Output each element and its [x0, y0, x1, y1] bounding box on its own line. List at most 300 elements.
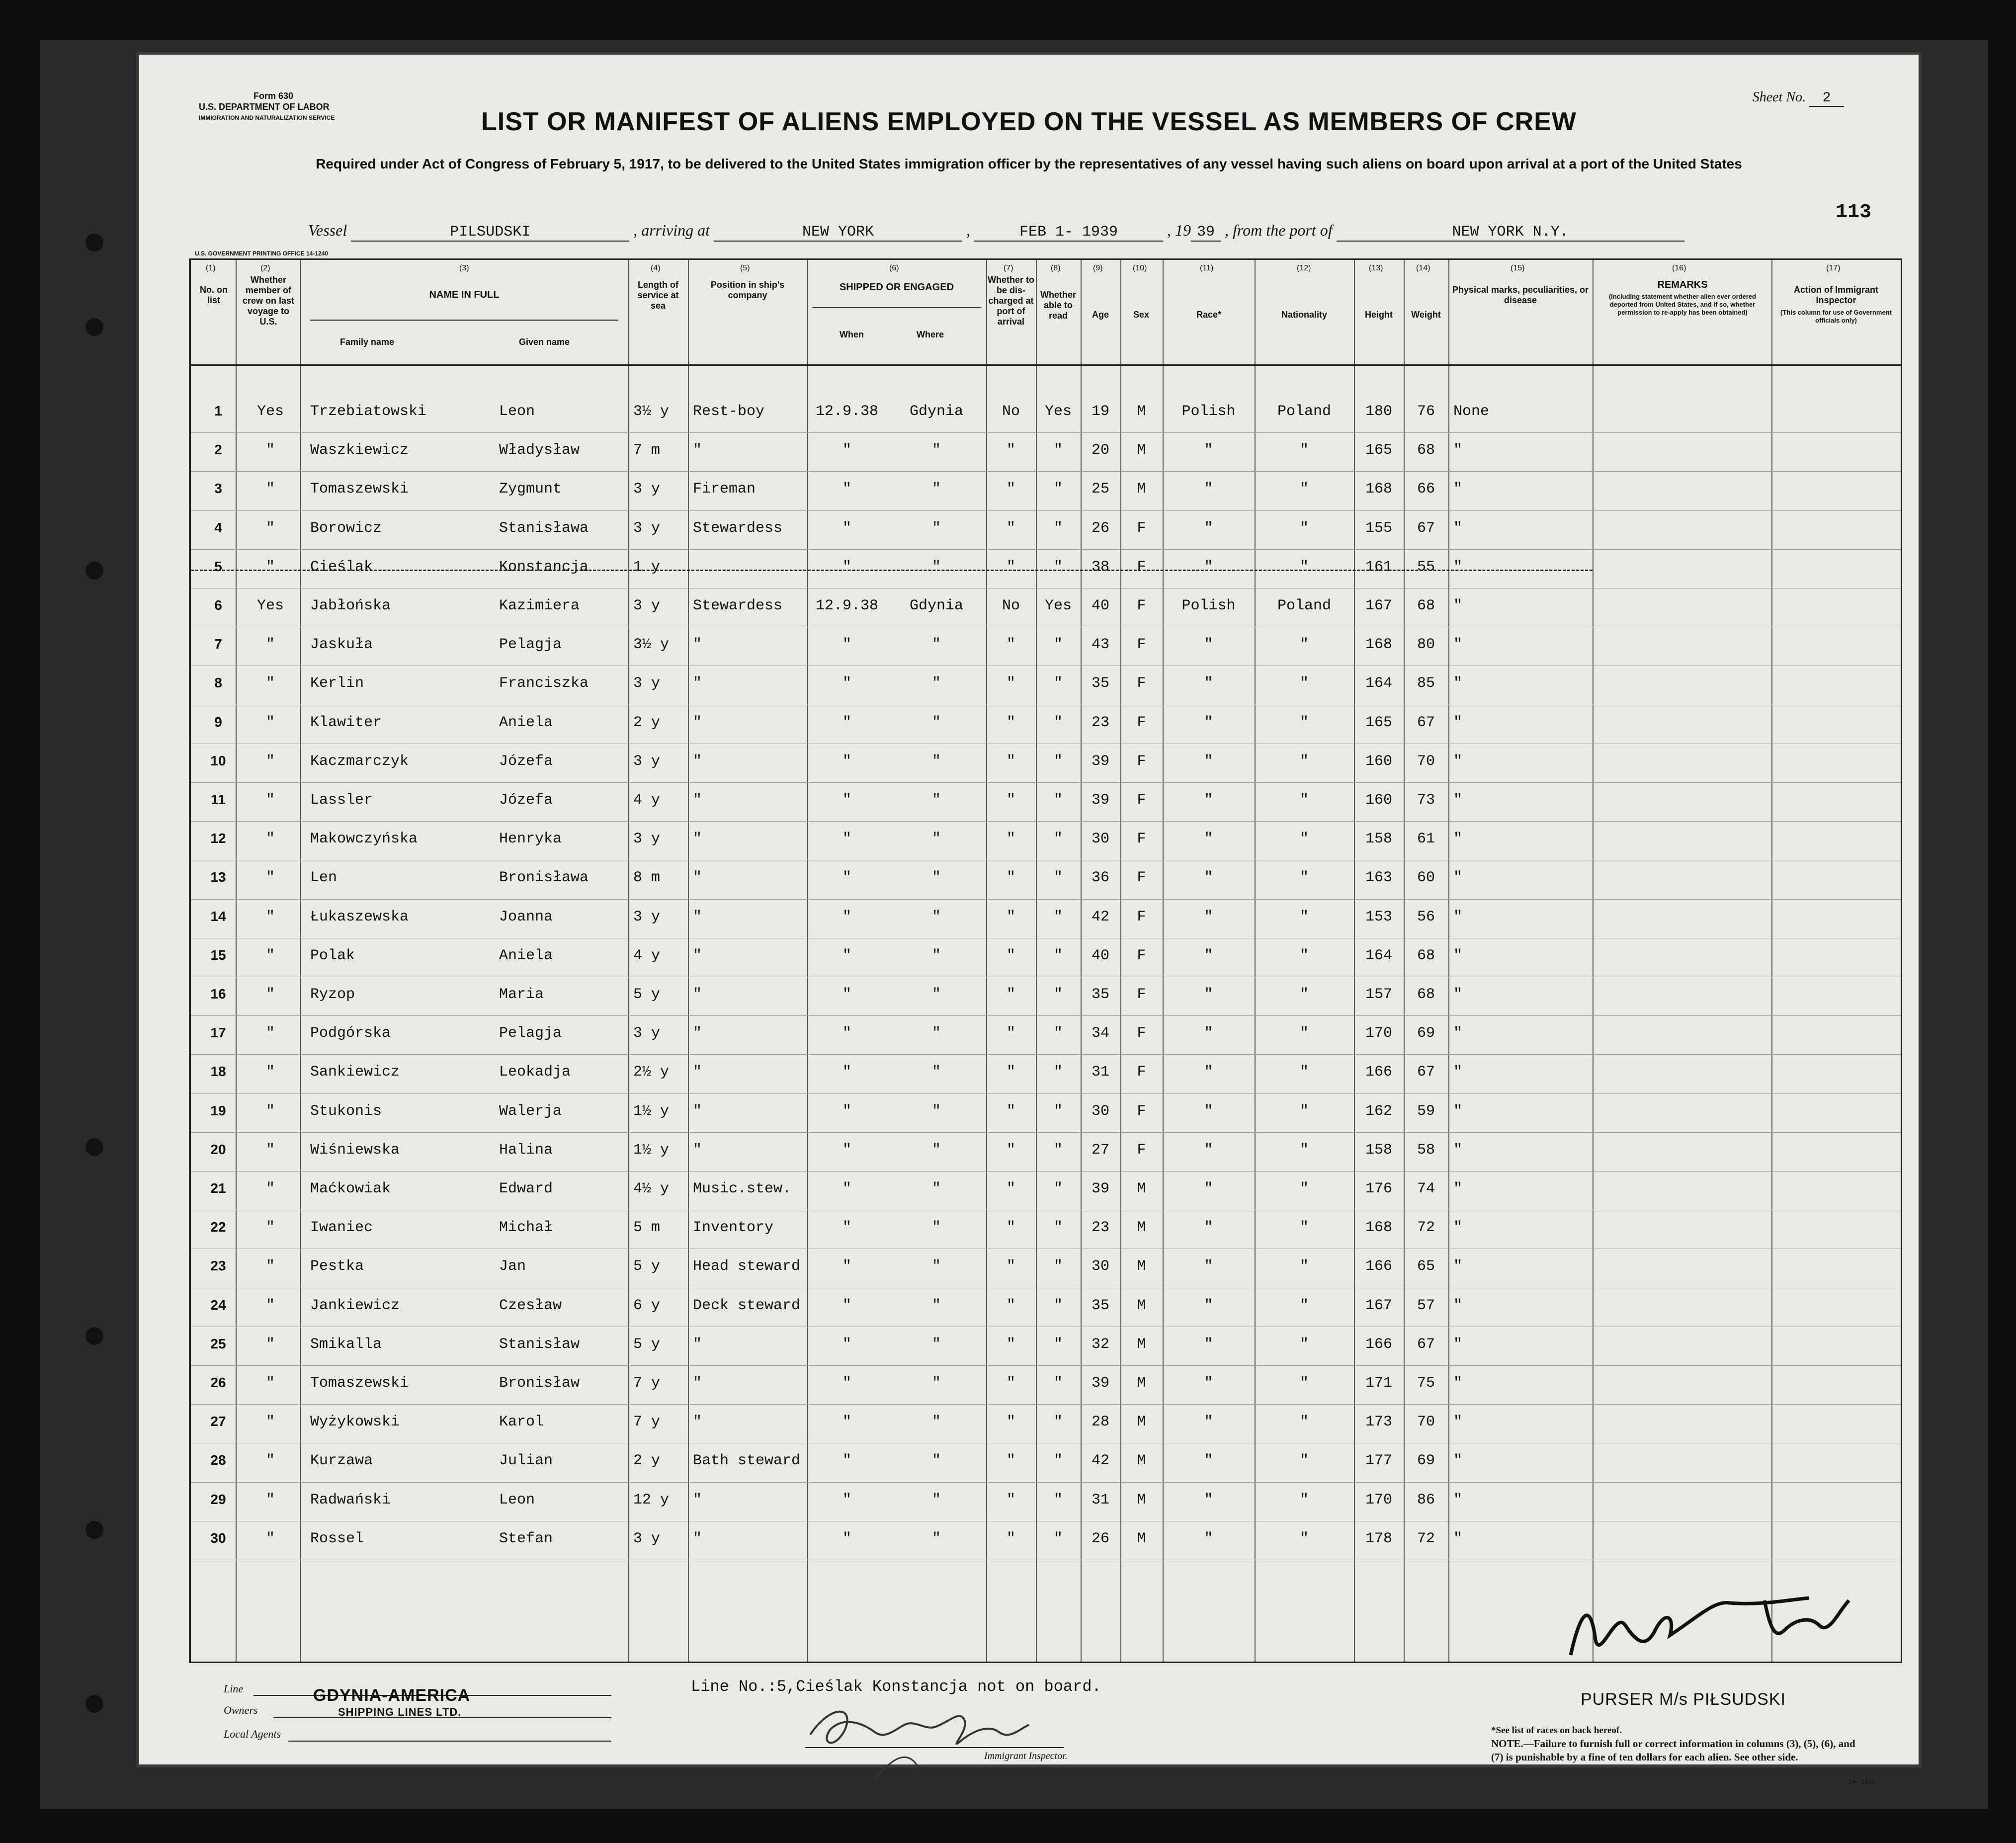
race: " [1204, 908, 1213, 925]
position: " [693, 1025, 702, 1042]
given-name: Franciszka [499, 675, 589, 692]
race: Polish [1181, 403, 1236, 420]
races-note: *See list of races on back hereof. [1491, 1725, 1622, 1736]
shipped-where: " [931, 1102, 941, 1120]
read-value: " [1053, 1025, 1063, 1042]
given-name: Walerja [499, 1102, 562, 1120]
table-row [191, 1055, 1901, 1093]
discharged-value: " [1006, 753, 1015, 770]
row-number: 26 [210, 1375, 226, 1390]
height: 166 [1365, 1064, 1392, 1081]
position: " [693, 1530, 702, 1547]
physical-marks: " [1453, 1025, 1463, 1042]
weight: 56 [1417, 908, 1435, 925]
col-header-crew: Whether member of crew on last voyage to U.S. [242, 275, 295, 327]
weight: 61 [1417, 831, 1435, 848]
shipped-where: " [931, 792, 941, 809]
crew-member-value: " [265, 1491, 275, 1508]
table-row [191, 783, 1901, 822]
shipped-when: 12.9.38 [815, 597, 879, 614]
crew-member-value: " [265, 1414, 275, 1431]
service-length: 6 y [633, 1297, 661, 1314]
physical-marks: " [1453, 1414, 1463, 1431]
age: 36 [1091, 869, 1109, 887]
strike-through-line [191, 570, 1593, 571]
service-length: 7 y [633, 1414, 661, 1431]
sex: M [1137, 1491, 1146, 1508]
read-value: " [1053, 869, 1063, 887]
shipped-when: " [842, 831, 851, 848]
height: 164 [1365, 947, 1392, 964]
table-row [191, 744, 1901, 783]
physical-marks: " [1453, 519, 1463, 537]
sex: M [1137, 1297, 1146, 1314]
table-row [191, 588, 1901, 627]
crew-member-value: " [265, 558, 275, 576]
col-header-marks: Physical marks, peculiarities, or disease [1452, 285, 1589, 305]
discharged-value: " [1006, 1375, 1015, 1392]
table-row [191, 550, 1901, 588]
nationality: " [1299, 1219, 1309, 1237]
shipped-where: Gdynia [909, 597, 964, 614]
discharged-value: " [1006, 1414, 1015, 1431]
local-agents-label: Local Agents [224, 1728, 281, 1740]
shipped-where: " [931, 442, 941, 459]
nationality: " [1299, 714, 1309, 731]
age: 23 [1091, 1219, 1109, 1237]
nationality: " [1299, 1102, 1309, 1120]
discharged-value: " [1006, 908, 1015, 925]
height: 160 [1365, 753, 1392, 770]
nationality: " [1299, 1452, 1309, 1470]
read-value: " [1053, 1530, 1063, 1547]
weight: 69 [1417, 1025, 1435, 1042]
sex: F [1137, 558, 1146, 576]
physical-marks: " [1453, 1297, 1463, 1314]
col-number: (12) [1297, 264, 1311, 272]
col-header-action: Action of Immigrant Inspector [1794, 285, 1878, 305]
race: " [1204, 1297, 1213, 1314]
nationality: " [1299, 792, 1309, 809]
age: 23 [1091, 714, 1109, 731]
table-row [191, 1483, 1901, 1521]
inspector-signature [800, 1695, 1059, 1784]
table-row [191, 977, 1901, 1016]
form-number: Form 630 [253, 91, 294, 101]
race: " [1204, 714, 1213, 731]
crew-member-value: Yes [256, 403, 284, 420]
nationality: " [1299, 753, 1309, 770]
weight: 70 [1417, 1414, 1435, 1431]
read-value: " [1053, 442, 1063, 459]
read-value: " [1053, 481, 1063, 498]
position: " [693, 675, 702, 692]
purser-signature [1551, 1581, 1899, 1680]
height: 153 [1365, 908, 1392, 925]
crew-member-value: " [265, 908, 275, 925]
shipped-where: Gdynia [909, 403, 964, 420]
age: 39 [1091, 1180, 1109, 1197]
row-number: 29 [210, 1491, 226, 1507]
shipped-when: " [842, 908, 851, 925]
age: 26 [1091, 519, 1109, 537]
weight: 66 [1417, 481, 1435, 498]
given-name: Konstancja [499, 558, 589, 576]
col-header-remarks-note: (Including statement whether alien ever ordered deported from United States, and if so, whether permission to re-apply has been obtained) [1608, 293, 1757, 316]
read-value: " [1053, 1180, 1063, 1197]
nationality: " [1299, 1297, 1309, 1314]
weight: 59 [1417, 1102, 1435, 1120]
manifest-subtitle: Required under Act of Congress of February 5, 1917, to be delivered to the United States immigration officer by the representatives of any vessel having such aliens on board upon arrival at a port of the United States [316, 156, 1742, 171]
position: Music.stew. [693, 1180, 792, 1197]
service-length: 3 y [633, 753, 661, 770]
shipped-where: " [931, 1414, 941, 1431]
physical-marks: " [1453, 947, 1463, 964]
sex: F [1137, 947, 1146, 964]
row-number: 21 [210, 1180, 226, 1196]
service-length: 7 y [633, 1375, 661, 1392]
family-name: Lassler [310, 792, 373, 809]
nationality: " [1299, 442, 1309, 459]
age: 30 [1091, 1102, 1109, 1120]
race: " [1204, 481, 1213, 498]
family-name: Borowicz [310, 519, 382, 537]
punch-hole [85, 318, 103, 336]
read-value: Yes [1044, 597, 1072, 614]
read-value: " [1053, 792, 1063, 809]
nationality: " [1299, 869, 1309, 887]
table-row [191, 1133, 1901, 1172]
shipped-where: " [931, 1258, 941, 1275]
physical-marks: " [1453, 792, 1463, 809]
owners-value: GDYNIA-AMERICA [313, 1686, 471, 1705]
family-name: Makowczyńska [310, 831, 418, 848]
physical-marks: " [1453, 1375, 1463, 1392]
crew-member-value: " [265, 1102, 275, 1120]
col-number: (6) [889, 264, 899, 272]
weight: 75 [1417, 1375, 1435, 1392]
crew-member-value: " [265, 1297, 275, 1314]
col-number: (8) [1051, 264, 1061, 272]
sex: M [1137, 481, 1146, 498]
family-name: Kerlin [310, 675, 364, 692]
race: " [1204, 1530, 1213, 1547]
crew-member-value: " [265, 481, 275, 498]
col-number: (2) [260, 264, 270, 272]
read-value: " [1053, 947, 1063, 964]
crew-table [189, 258, 1902, 1663]
row-number: 16 [210, 986, 226, 1002]
nationality: " [1299, 1258, 1309, 1275]
row-number: 30 [210, 1530, 226, 1546]
year-value: 39 [1191, 224, 1221, 242]
position: " [693, 947, 702, 964]
given-name: Stanisław [499, 1336, 580, 1353]
discharged-value: " [1006, 1336, 1015, 1353]
sex: F [1137, 597, 1146, 614]
read-value: Yes [1044, 403, 1072, 420]
physical-marks: " [1453, 1219, 1463, 1237]
col-header-sex: Sex [1133, 310, 1150, 320]
read-value: " [1053, 1414, 1063, 1431]
discharged-value: " [1006, 1025, 1015, 1042]
physical-marks: " [1453, 869, 1463, 887]
age: 25 [1091, 481, 1109, 498]
physical-marks: " [1453, 1141, 1463, 1159]
family-name: Tomaszewski [310, 481, 409, 498]
shipped-when: 12.9.38 [815, 403, 879, 420]
discharged-value: " [1006, 1452, 1015, 1470]
position: " [693, 1414, 702, 1431]
physical-marks: " [1453, 1491, 1463, 1508]
height: 166 [1365, 1336, 1392, 1353]
position: Rest-boy [693, 403, 765, 420]
age: 26 [1091, 1530, 1109, 1547]
discharged-value: " [1006, 1530, 1015, 1547]
shipped-where: " [931, 1375, 941, 1392]
printing-office: U.S. GOVERNMENT PRINTING OFFICE 14-1240 [195, 250, 329, 257]
age: 39 [1091, 753, 1109, 770]
row-number: 18 [210, 1064, 226, 1080]
nationality: " [1299, 636, 1309, 654]
weight: 74 [1417, 1180, 1435, 1197]
position: Head steward [693, 1258, 801, 1275]
age: 35 [1091, 986, 1109, 1003]
shipped-when: " [842, 714, 851, 731]
row-number: 17 [210, 1025, 226, 1041]
sex: F [1137, 792, 1146, 809]
position: " [693, 636, 702, 654]
col-number: (17) [1826, 264, 1841, 272]
col-number: (15) [1511, 264, 1525, 272]
position: Deck steward [693, 1297, 801, 1314]
position: " [693, 986, 702, 1003]
nationality: " [1299, 1180, 1309, 1197]
physical-marks: " [1453, 1102, 1463, 1120]
read-value: " [1053, 519, 1063, 537]
row-number: 15 [210, 947, 226, 963]
sex: M [1137, 1414, 1146, 1431]
discharged-value: " [1006, 714, 1015, 731]
discharged-value: " [1006, 636, 1015, 654]
position: " [693, 831, 702, 848]
shipped-where: " [931, 636, 941, 654]
race: " [1204, 1491, 1213, 1508]
service-length: 5 m [633, 1219, 661, 1237]
weight: 73 [1417, 792, 1435, 809]
discharged-value: " [1006, 947, 1015, 964]
discharged-value: " [1006, 792, 1015, 809]
age: 40 [1091, 597, 1109, 614]
crew-member-value: " [265, 1336, 275, 1353]
height: 171 [1365, 1375, 1392, 1392]
read-value: " [1053, 1491, 1063, 1508]
position: " [693, 1141, 702, 1159]
family-name: Radwański [310, 1491, 391, 1508]
col-header-race: Race* [1196, 310, 1222, 320]
weight: 65 [1417, 1258, 1435, 1275]
col-header-height: Height [1365, 310, 1393, 320]
race: " [1204, 1064, 1213, 1081]
given-name: Julian [499, 1452, 553, 1470]
age: 39 [1091, 1375, 1109, 1392]
crew-member-value: " [265, 986, 275, 1003]
table-row [191, 1443, 1901, 1482]
age: 35 [1091, 1297, 1109, 1314]
nationality: " [1299, 519, 1309, 537]
sex: F [1137, 1141, 1146, 1159]
physical-marks: " [1453, 636, 1463, 654]
col-header-remarks: REMARKS [1657, 279, 1708, 290]
table-row [191, 472, 1901, 510]
punch-hole [85, 234, 103, 251]
physical-marks: " [1453, 753, 1463, 770]
shipped-where: " [931, 1491, 941, 1508]
shipped-when: " [842, 753, 851, 770]
race: " [1204, 869, 1213, 887]
height: 158 [1365, 831, 1392, 848]
race: " [1204, 753, 1213, 770]
service-length: 8 m [633, 869, 661, 887]
age: 42 [1091, 1452, 1109, 1470]
height: 167 [1365, 1297, 1392, 1314]
row-number: 24 [210, 1297, 226, 1313]
race: " [1204, 558, 1213, 576]
given-name: Pelagja [499, 1025, 562, 1042]
sex: M [1137, 1452, 1146, 1470]
col-header-no: No. on list [200, 285, 228, 305]
height: 155 [1365, 519, 1392, 537]
shipped-where: " [931, 1219, 941, 1237]
height: 170 [1365, 1491, 1392, 1508]
given-name: Halina [499, 1141, 553, 1159]
position: " [693, 792, 702, 809]
height: 173 [1365, 1414, 1392, 1431]
race: " [1204, 442, 1213, 459]
service-length: 5 y [633, 1258, 661, 1275]
service-length: 5 y [633, 1336, 661, 1353]
family-name: Łukaszewska [310, 908, 409, 925]
service-length: 12 y [633, 1491, 670, 1508]
shipped-where: " [931, 869, 941, 887]
owners-subtitle: SHIPPING LINES LTD. [338, 1706, 462, 1718]
height: 157 [1365, 986, 1392, 1003]
race: " [1204, 1452, 1213, 1470]
physical-marks: " [1453, 1452, 1463, 1470]
given-name: Michał [499, 1219, 553, 1237]
given-name: Józefa [499, 753, 553, 770]
given-name: Aniela [499, 947, 553, 964]
table-row [191, 1210, 1901, 1249]
physical-marks: None [1453, 403, 1490, 420]
race: " [1204, 1025, 1213, 1042]
arriving-label: , arriving at [633, 221, 710, 239]
physical-marks: " [1453, 1530, 1463, 1547]
row-number: 1 [214, 403, 222, 419]
shipped-where: " [931, 1336, 941, 1353]
table-row [191, 394, 1901, 433]
col-number: (10) [1133, 264, 1147, 272]
col-number: (16) [1672, 264, 1686, 272]
shipped-where: " [931, 1025, 941, 1042]
race: " [1204, 1180, 1213, 1197]
weight: 70 [1417, 753, 1435, 770]
shipped-where: " [931, 519, 941, 537]
shipped-when: " [842, 1297, 851, 1314]
shipped-where: " [931, 947, 941, 964]
race: " [1204, 1414, 1213, 1431]
row-number: 5 [214, 558, 222, 574]
service-length: 1½ y [633, 1141, 670, 1159]
age: 31 [1091, 1491, 1109, 1508]
family-name: Podgórska [310, 1025, 391, 1042]
crew-member-value: " [265, 1141, 275, 1159]
discharged-value: " [1006, 1297, 1015, 1314]
weight: 55 [1417, 558, 1435, 576]
height: 177 [1365, 1452, 1392, 1470]
crew-member-value: " [265, 869, 275, 887]
shipped-when: " [842, 519, 851, 537]
read-value: " [1053, 636, 1063, 654]
col-header-read: Whether able to read [1040, 290, 1076, 321]
owners-label: Owners [224, 1704, 258, 1716]
sex: F [1137, 753, 1146, 770]
service-length: 4 y [633, 792, 661, 809]
col-number: (7) [1004, 264, 1013, 272]
family-name: Stukonis [310, 1102, 382, 1120]
family-name: Cieślak [310, 558, 373, 576]
given-name: Bronisława [499, 869, 589, 887]
shipped-when: " [842, 1336, 851, 1353]
physical-marks: " [1453, 831, 1463, 848]
weight: 72 [1417, 1530, 1435, 1547]
service-length: 3 y [633, 1530, 661, 1547]
sex: M [1137, 1180, 1146, 1197]
position: Stewardess [693, 597, 783, 614]
physical-marks: " [1453, 1064, 1463, 1081]
crew-member-value: " [265, 1258, 275, 1275]
shipped-where: " [931, 831, 941, 848]
sex: M [1137, 1336, 1146, 1353]
col-header-position: Position in ship's company [710, 280, 785, 300]
shipped-where: " [931, 481, 941, 498]
family-name: Tomaszewski [310, 1375, 409, 1392]
shipped-when: " [842, 1491, 851, 1508]
col-header-where: Where [917, 330, 944, 339]
row-number: 28 [210, 1452, 226, 1468]
weight: 68 [1417, 947, 1435, 964]
race: " [1204, 792, 1213, 809]
form-code: 14—1240 [1849, 1778, 1875, 1785]
race: " [1204, 519, 1213, 537]
given-name: Jan [499, 1258, 526, 1275]
physical-marks: " [1453, 675, 1463, 692]
col-header-age: Age [1092, 310, 1109, 320]
inspector-label: Immigrant Inspector. [984, 1751, 1068, 1761]
position: " [693, 714, 702, 731]
given-name: Józefa [499, 792, 553, 809]
position: " [693, 1375, 702, 1392]
age: 30 [1091, 1258, 1109, 1275]
table-row [191, 938, 1901, 977]
service-length: 7 m [633, 442, 661, 459]
weight: 68 [1417, 442, 1435, 459]
crew-member-value: " [265, 831, 275, 848]
service-length: 1 y [633, 558, 661, 576]
given-name: Aniela [499, 714, 553, 731]
race: Polish [1181, 597, 1236, 614]
discharged-value: " [1006, 675, 1015, 692]
